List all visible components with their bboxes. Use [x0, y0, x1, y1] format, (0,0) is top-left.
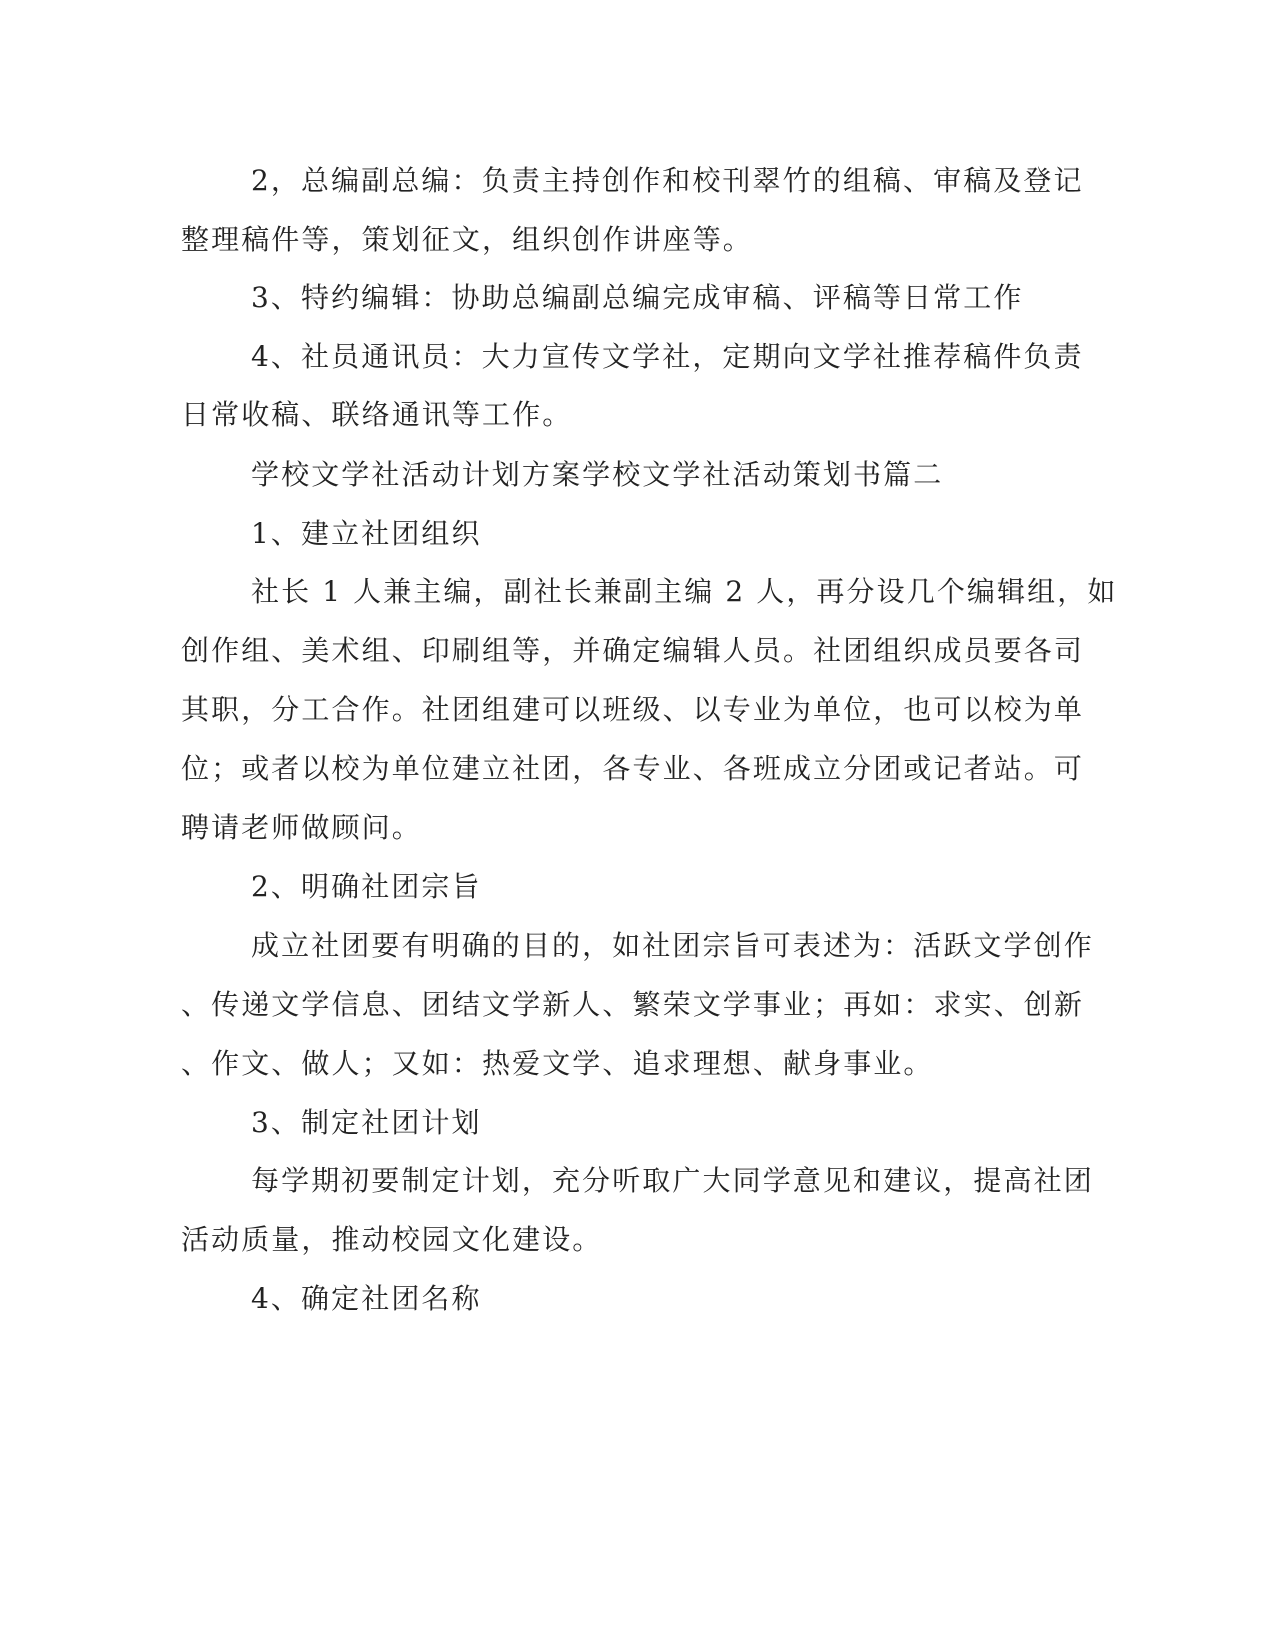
- section-heading: 2、明确社团宗旨: [251, 870, 482, 903]
- text-line: 3、特约编辑：协助总编副总编完成审稿、评稿等日常工作: [251, 281, 1024, 314]
- text-line: 成立社团要有明确的目的，如社团宗旨可表述为：活跃文学创作: [251, 929, 1094, 962]
- text-line: 位；或者以校为单位建立社团，各专业、各班成立分团或记者站。可: [181, 752, 1085, 785]
- text-line: 聘请老师做顾问。: [181, 811, 422, 844]
- section-heading: 4、确定社团名称: [251, 1282, 482, 1315]
- text-line: 4、社员通讯员：大力宣传文学社，定期向文学社推荐稿件负责: [251, 340, 1084, 373]
- text-line: 、作文、做人；又如：热爱文学、追求理想、献身事业。: [181, 1047, 934, 1080]
- section-heading: 3、制定社团计划: [251, 1106, 482, 1139]
- text-line: 每学期初要制定计划，充分听取广大同学意见和建议，提高社团: [251, 1164, 1094, 1197]
- section-heading: 1、建立社团组织: [251, 517, 482, 550]
- text-line: 整理稿件等，策划征文，组织创作讲座等。: [181, 223, 753, 256]
- text-line: 社长 1 人兼主编，副社长兼副主编 2 人，再分设几个编辑组，如: [251, 575, 1118, 608]
- text-line: 2，总编副总编：负责主持创作和校刊翠竹的组稿、审稿及登记: [251, 164, 1084, 197]
- section-title: 学校文学社活动计划方案学校文学社活动策划书篇二: [251, 458, 944, 491]
- text-line: 创作组、美术组、印刷组等，并确定编辑人员。社团组织成员要各司: [181, 634, 1085, 667]
- text-line: 活动质量，推动校园文化建设。: [181, 1223, 603, 1256]
- text-line: 其职，分工合作。社团组建可以班级、以专业为单位，也可以校为单: [181, 693, 1085, 726]
- text-line: 日常收稿、联络通讯等工作。: [181, 398, 573, 431]
- text-line: 、传递文学信息、团结文学新人、繁荣文学事业；再如：求实、创新: [181, 988, 1085, 1021]
